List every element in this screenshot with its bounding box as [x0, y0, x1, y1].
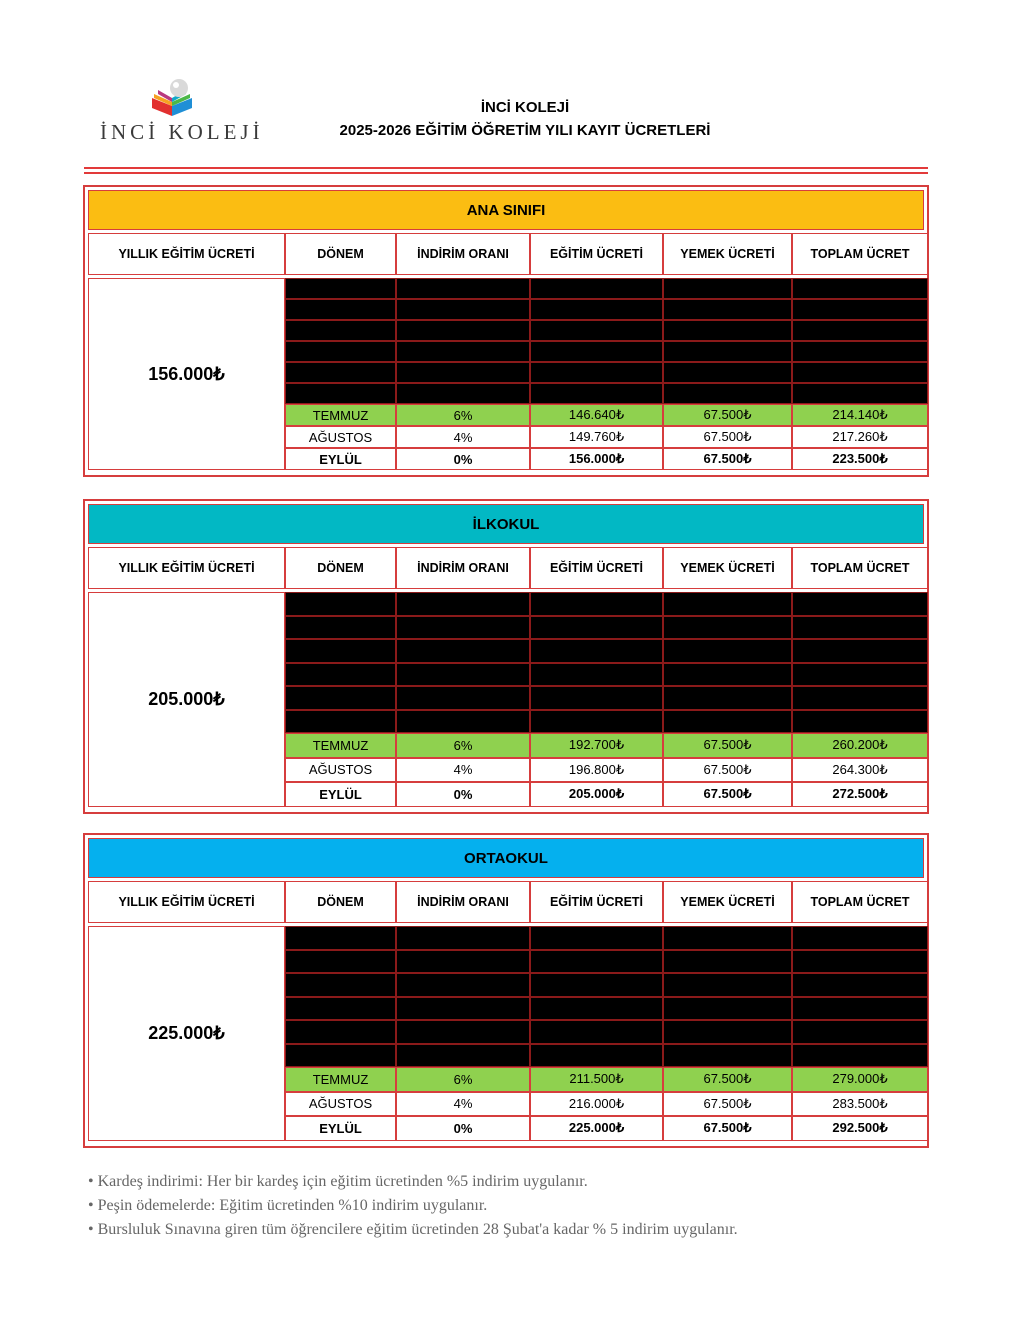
total-header: TOPLAM ÜCRET [792, 233, 928, 275]
header-divider [84, 167, 928, 169]
table-cell-period: EYLÜL [285, 782, 396, 807]
table-cell-period: EYLÜL [285, 448, 396, 470]
redacted-cell [396, 950, 530, 974]
table-cell-total: 260.200₺ [792, 733, 928, 758]
table-cell-total: 272.500₺ [792, 782, 928, 807]
header-divider [84, 172, 928, 174]
redacted-cell [396, 973, 530, 997]
redacted-cell [396, 320, 530, 341]
table-cell-period: AĞUSTOS [285, 1092, 396, 1117]
meal-header: YEMEK ÜCRETİ [663, 881, 792, 923]
table-cell-period: TEMMUZ [285, 1067, 396, 1092]
book-pearl-icon [100, 76, 260, 122]
annual-fee-header: YILLIK EĞİTİM ÜCRETİ [88, 547, 285, 589]
redacted-cell [663, 299, 792, 320]
redacted-cell [792, 663, 928, 687]
redacted-cell [530, 299, 663, 320]
redacted-cell [396, 299, 530, 320]
meal-header: YEMEK ÜCRETİ [663, 233, 792, 275]
redacted-cell [285, 663, 396, 687]
annual-fee-header: YILLIK EĞİTİM ÜCRETİ [88, 233, 285, 275]
redacted-cell [285, 616, 396, 640]
redacted-cell [396, 639, 530, 663]
redacted-cell [396, 926, 530, 950]
redacted-cell [396, 710, 530, 734]
redacted-cell [285, 383, 396, 404]
table-cell-discount: 4% [396, 426, 530, 448]
redacted-cell [792, 639, 928, 663]
section-title: İLKOKUL [88, 504, 924, 544]
table-cell-tuition: 149.760₺ [530, 426, 663, 448]
annual-fee-value: 225.000₺ [88, 926, 285, 1141]
redacted-cell [530, 341, 663, 362]
table-cell-period: EYLÜL [285, 1116, 396, 1141]
redacted-cell [530, 973, 663, 997]
redacted-cell [396, 616, 530, 640]
tuition-header: EĞİTİM ÜCRETİ [530, 547, 663, 589]
section-ilkokul [83, 499, 929, 814]
redacted-cell [530, 592, 663, 616]
table-cell-discount: 6% [396, 1067, 530, 1092]
redacted-cell [663, 362, 792, 383]
table-cell-period: TEMMUZ [285, 733, 396, 758]
redacted-cell [663, 383, 792, 404]
redacted-cell [396, 341, 530, 362]
redacted-cell [285, 362, 396, 383]
redacted-cell [396, 997, 530, 1021]
redacted-cell [285, 686, 396, 710]
redacted-cell [530, 1044, 663, 1068]
redacted-cell [285, 341, 396, 362]
meal-header: YEMEK ÜCRETİ [663, 547, 792, 589]
table-cell-tuition: 196.800₺ [530, 758, 663, 783]
redacted-cell [792, 950, 928, 974]
logo-wordmark: İNCİ KOLEJİ [100, 120, 264, 144]
section-ana-sinifi [83, 185, 929, 477]
table-cell-discount: 0% [396, 1116, 530, 1141]
redacted-cell [663, 341, 792, 362]
tuition-header: EĞİTİM ÜCRETİ [530, 881, 663, 923]
redacted-cell [792, 616, 928, 640]
table-cell-meal: 67.500₺ [663, 782, 792, 807]
redacted-cell [663, 1020, 792, 1044]
redacted-cell [530, 663, 663, 687]
redacted-cell [396, 1044, 530, 1068]
table-cell-total: 292.500₺ [792, 1116, 928, 1141]
table-cell-total: 283.500₺ [792, 1092, 928, 1117]
school-logo [100, 76, 264, 148]
redacted-cell [792, 299, 928, 320]
page-title: 2025-2026 EĞİTİM ÖĞRETİM YILI KAYIT ÜCRETLERİ [339, 122, 711, 139]
discount-header: İNDİRİM ORANI [396, 547, 530, 589]
table-cell-period: TEMMUZ [285, 404, 396, 426]
table-cell-total: 264.300₺ [792, 758, 928, 783]
section-title: ORTAOKUL [88, 838, 924, 878]
redacted-cell [792, 973, 928, 997]
redacted-cell [530, 320, 663, 341]
redacted-cell [663, 710, 792, 734]
redacted-cell [792, 383, 928, 404]
note-scholarship: • Bursluluk Sınavına giren tüm öğrencilere eğitim ücretinden 28 Şubat'a kadar % 5 indirim uygulanır. [88, 1221, 738, 1238]
redacted-cell [792, 592, 928, 616]
redacted-cell [396, 592, 530, 616]
redacted-cell [285, 320, 396, 341]
redacted-cell [792, 362, 928, 383]
tuition-header: EĞİTİM ÜCRETİ [530, 233, 663, 275]
redacted-cell [396, 663, 530, 687]
note-sibling: • Kardeş indirimi: Her bir kardeş için eğitim ücretinden %5 indirim uygulanır. [88, 1173, 588, 1190]
discount-header: İNDİRİM ORANI [396, 881, 530, 923]
period-header: DÖNEM [285, 881, 396, 923]
redacted-cell [663, 997, 792, 1021]
table-cell-tuition: 192.700₺ [530, 733, 663, 758]
redacted-cell [285, 1044, 396, 1068]
redacted-cell [396, 1020, 530, 1044]
redacted-cell [663, 926, 792, 950]
table-cell-total: 279.000₺ [792, 1067, 928, 1092]
redacted-cell [530, 639, 663, 663]
redacted-cell [530, 926, 663, 950]
redacted-cell [792, 710, 928, 734]
table-cell-meal: 67.500₺ [663, 426, 792, 448]
table-cell-tuition: 225.000₺ [530, 1116, 663, 1141]
redacted-cell [792, 320, 928, 341]
redacted-cell [792, 341, 928, 362]
table-cell-meal: 67.500₺ [663, 404, 792, 426]
section-title: ANA SINIFI [88, 190, 924, 230]
annual-fee-value: 205.000₺ [88, 592, 285, 807]
redacted-cell [663, 616, 792, 640]
redacted-cell [530, 997, 663, 1021]
redacted-cell [285, 639, 396, 663]
redacted-cell [663, 663, 792, 687]
redacted-cell [792, 926, 928, 950]
redacted-cell [792, 997, 928, 1021]
table-cell-period: AĞUSTOS [285, 758, 396, 783]
table-cell-meal: 67.500₺ [663, 1092, 792, 1117]
table-cell-discount: 6% [396, 733, 530, 758]
table-cell-meal: 67.500₺ [663, 1116, 792, 1141]
section-ortaokul [83, 833, 929, 1148]
school-name: İNCİ KOLEJİ [480, 99, 570, 116]
redacted-cell [530, 686, 663, 710]
total-header: TOPLAM ÜCRET [792, 547, 928, 589]
redacted-cell [792, 1044, 928, 1068]
total-header: TOPLAM ÜCRET [792, 881, 928, 923]
redacted-cell [530, 616, 663, 640]
redacted-cell [663, 639, 792, 663]
table-cell-tuition: 146.640₺ [530, 404, 663, 426]
redacted-cell [530, 710, 663, 734]
table-cell-tuition: 205.000₺ [530, 782, 663, 807]
discount-header: İNDİRİM ORANI [396, 233, 530, 275]
redacted-cell [396, 278, 530, 299]
redacted-cell [530, 1020, 663, 1044]
table-cell-discount: 6% [396, 404, 530, 426]
table-cell-meal: 67.500₺ [663, 448, 792, 470]
period-header: DÖNEM [285, 233, 396, 275]
redacted-cell [285, 997, 396, 1021]
table-cell-meal: 67.500₺ [663, 1067, 792, 1092]
redacted-cell [663, 950, 792, 974]
table-cell-period: AĞUSTOS [285, 426, 396, 448]
redacted-cell [285, 278, 396, 299]
table-cell-discount: 4% [396, 758, 530, 783]
table-cell-discount: 0% [396, 448, 530, 470]
notes [88, 1170, 738, 1242]
redacted-cell [792, 686, 928, 710]
table-cell-meal: 67.500₺ [663, 758, 792, 783]
redacted-cell [530, 950, 663, 974]
period-header: DÖNEM [285, 547, 396, 589]
redacted-cell [530, 383, 663, 404]
redacted-cell [792, 1020, 928, 1044]
annual-fee-value: 156.000₺ [88, 278, 285, 470]
redacted-cell [663, 686, 792, 710]
annual-fee-header: YILLIK EĞİTİM ÜCRETİ [88, 881, 285, 923]
redacted-cell [285, 973, 396, 997]
redacted-cell [663, 592, 792, 616]
redacted-cell [663, 973, 792, 997]
redacted-cell [663, 278, 792, 299]
redacted-cell [285, 950, 396, 974]
redacted-cell [285, 710, 396, 734]
redacted-cell [396, 383, 530, 404]
redacted-cell [396, 362, 530, 383]
table-cell-discount: 0% [396, 782, 530, 807]
table-cell-total: 217.260₺ [792, 426, 928, 448]
table-cell-tuition: 156.000₺ [530, 448, 663, 470]
table-cell-meal: 67.500₺ [663, 733, 792, 758]
note-cash: • Peşin ödemelerde: Eğitim ücretinden %10 indirim uygulanır. [88, 1197, 488, 1214]
table-cell-total: 223.500₺ [792, 448, 928, 470]
table-cell-tuition: 211.500₺ [530, 1067, 663, 1092]
redacted-cell [663, 1044, 792, 1068]
redacted-cell [285, 1020, 396, 1044]
redacted-cell [285, 926, 396, 950]
redacted-cell [530, 278, 663, 299]
redacted-cell [530, 362, 663, 383]
table-cell-discount: 4% [396, 1092, 530, 1117]
redacted-cell [663, 320, 792, 341]
redacted-cell [285, 592, 396, 616]
redacted-cell [792, 278, 928, 299]
table-cell-total: 214.140₺ [792, 404, 928, 426]
redacted-cell [285, 299, 396, 320]
table-cell-tuition: 216.000₺ [530, 1092, 663, 1117]
redacted-cell [396, 686, 530, 710]
